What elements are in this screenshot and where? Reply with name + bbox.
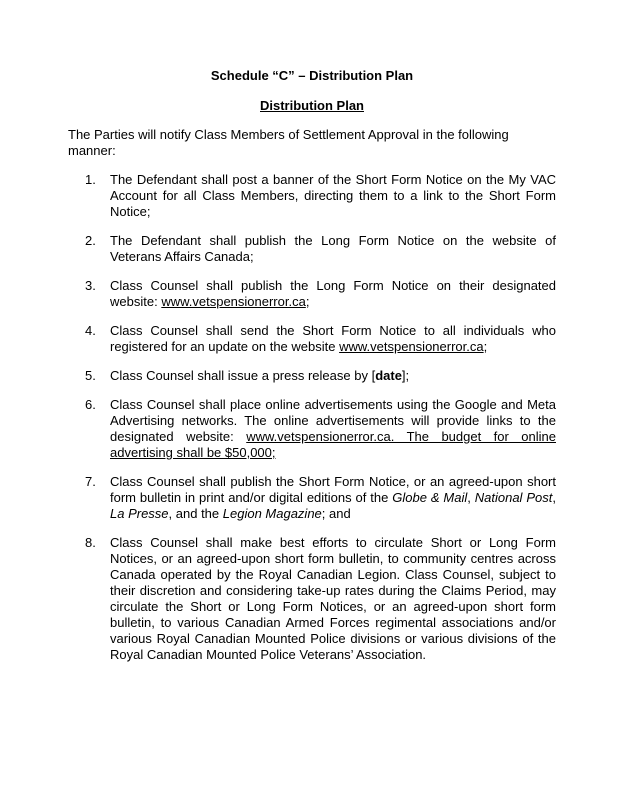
list-item-1 <box>85 172 556 220</box>
list-item-text <box>110 278 556 310</box>
text-segment: National Post <box>474 490 553 505</box>
document-subtitle-text: Distribution Plan <box>260 98 364 113</box>
text-segment: , <box>552 490 556 505</box>
website-link[interactable]: www.vetspensionerror.ca <box>339 339 484 354</box>
list-item-number: 2. <box>85 233 96 248</box>
document-title: Schedule “C” – Distribution Plan <box>210 68 414 83</box>
list-item-text <box>110 368 556 384</box>
list-item-6 <box>85 397 556 461</box>
website-link[interactable]: www.vetspensionerror.ca <box>161 294 306 309</box>
text-segment: Class Counsel shall publish the Long Form Notice on their designated website: <box>110 278 556 309</box>
list-item-3 <box>85 278 556 310</box>
text-segment: Class Counsel shall issue a press release by [ <box>110 368 376 383</box>
list-item-4 <box>85 323 556 355</box>
list-item-number: 1. <box>85 172 96 187</box>
text-segment: The Defendant shall publish the Long Form Notice on the website of Veterans Affairs Canada; <box>110 233 556 264</box>
text-segment: ; <box>305 294 310 309</box>
list-item-number: 6. <box>85 397 96 412</box>
list-item-text <box>110 172 556 220</box>
text-segment: Class Counsel shall send the Short Form Notice to all individuals who registered for an update on the website <box>110 323 556 354</box>
text-segment: La Presse <box>110 506 169 521</box>
text-segment: Legion Magazine <box>222 506 322 521</box>
text-segment: The Defendant shall post a banner of the Short Form Notice on the My VAC Account for all Class Members, directing them to a link to the Short Form Notice; <box>110 172 556 219</box>
list-item-text <box>110 323 556 355</box>
text-segment: Class Counsel shall make best efforts to circulate Short or Long Form Notices, or an agreed-upon short form bulletin, to community centres across Canada operated by the Royal Canadian Legion. Class Counsel, subject to their discretion and considering take-up rates during the Claims Period, may circulate the Short or Long Form Notices, or an agreed-upon short form bulletin, to various Canadian Armed Forces regimental associations and/or various Royal Canadian Mounted Police divisions or various divisions of the Royal Canadian Mounted Police Veterans’ Association. <box>110 535 556 662</box>
text-segment: , <box>467 490 475 505</box>
text-segment: Class Counsel shall publish the Short Form Notice, or an agreed-upon short form bulletin in print and/or digital editions of the <box>110 474 556 505</box>
document-subtitle <box>68 98 556 114</box>
text-segment: ]; <box>401 368 410 383</box>
text-segment: Globe & Mail <box>392 490 468 505</box>
list-item-text <box>110 535 556 663</box>
list-item-number: 7. <box>85 474 96 489</box>
text-segment: Class Counsel shall place online advertisements using the Google and Meta Advertising networks. The online advertisements will provide links to the designated website: <box>110 397 556 444</box>
list-item-text <box>110 474 556 522</box>
text-segment: ; <box>483 339 488 354</box>
intro-paragraph: The Parties will notify Class Members of Settlement Approval in the following manner: <box>68 127 509 158</box>
text-segment: date <box>375 368 402 383</box>
distribution-list <box>68 172 556 663</box>
list-item-number: 3. <box>85 278 96 293</box>
list-item-text <box>110 397 556 461</box>
text-segment: , and the <box>168 506 223 521</box>
text-segment: ; and <box>321 506 351 521</box>
list-item-number: 5. <box>85 368 96 383</box>
text-segment: www.vetspensionerror.ca. The budget for online advertising shall be $50,000; <box>110 429 556 460</box>
list-item-2 <box>85 233 556 265</box>
list-item-8 <box>85 535 556 663</box>
list-item-5 <box>85 368 556 384</box>
list-item-text <box>110 233 556 265</box>
list-item-number: 4. <box>85 323 96 338</box>
list-item-7 <box>85 474 556 522</box>
list-item-number: 8. <box>85 535 96 550</box>
